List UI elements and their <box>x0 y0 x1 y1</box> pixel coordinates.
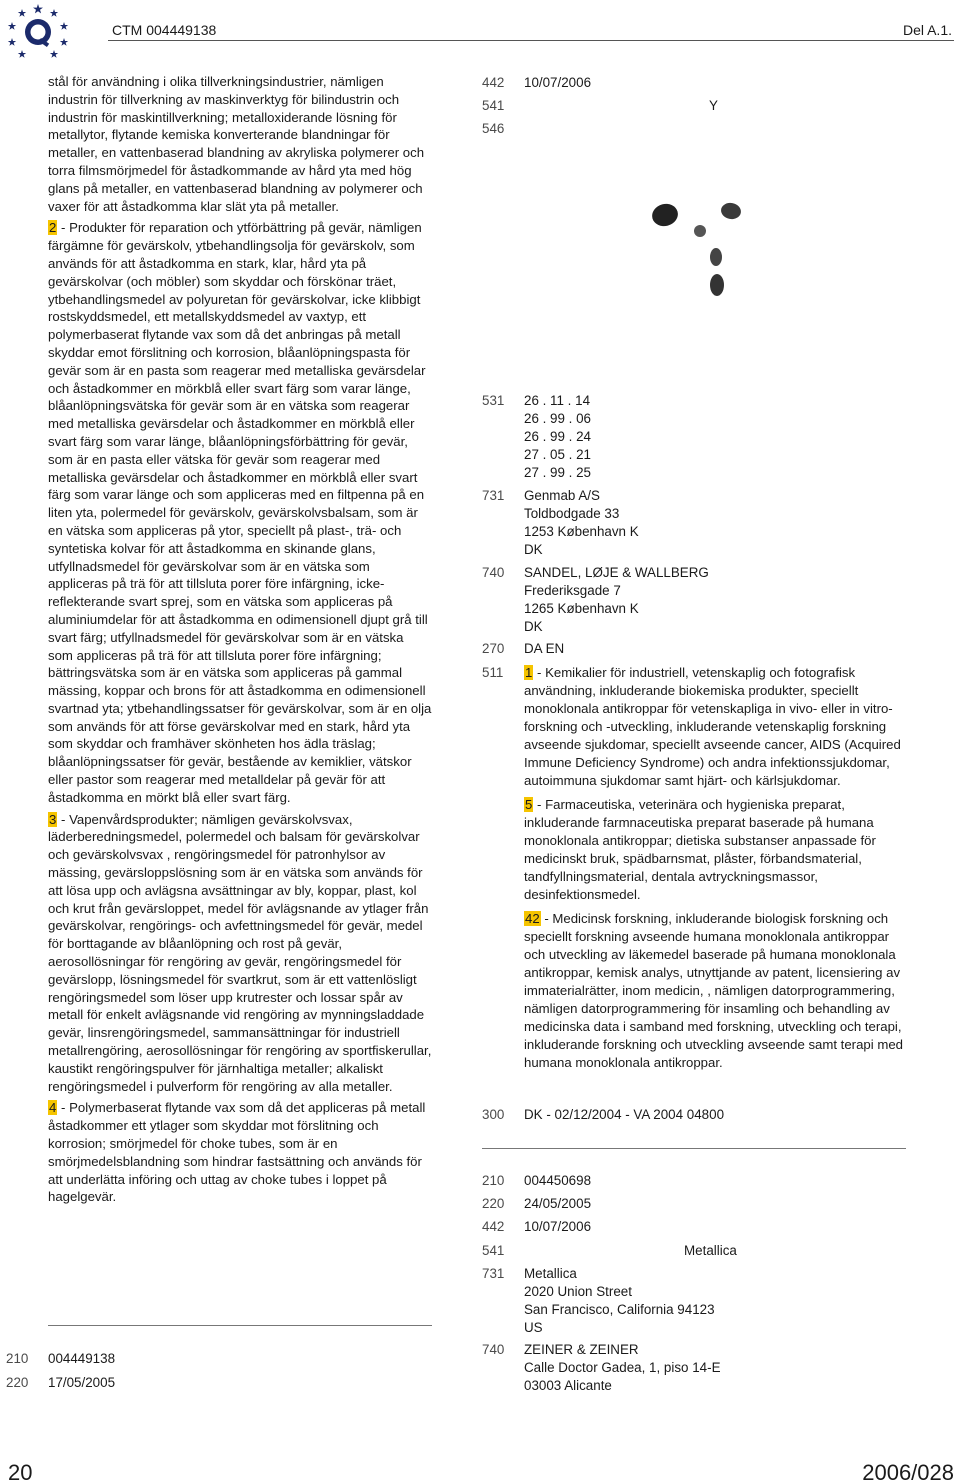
filing-date: 17/05/2005 <box>48 1375 116 1390</box>
filing-date: 24/05/2005 <box>524 1196 592 1211</box>
mark-word: Metallica <box>684 1243 737 1258</box>
left-record-separator <box>48 1325 432 1326</box>
bulletin-issue: 2006/028 <box>862 1460 954 1482</box>
field-code-210: 210 <box>6 1351 29 1366</box>
field-code-210: 210 <box>482 1173 505 1188</box>
mark-word: Y <box>709 98 718 113</box>
figurative-mark-image <box>640 195 760 305</box>
applicant-address <box>524 487 639 559</box>
class-paragraph <box>524 796 908 904</box>
header-rule <box>108 40 954 41</box>
vienna-code: 26 . 99 . 06 <box>524 411 592 426</box>
address-line: Frederiksgade 7 <box>524 583 621 598</box>
representative-name: ZEINER & ZEINER <box>524 1342 639 1357</box>
header-reference: CTM 004449138 <box>112 22 217 38</box>
nice-classification-list <box>524 664 908 1078</box>
representative-name: SANDEL, LØJE & WALLBERG <box>524 565 709 580</box>
class-paragraph <box>524 664 908 790</box>
goods-paragraph <box>48 811 432 1096</box>
class-number-badge: 4 <box>49 1100 57 1116</box>
goods-text: - Vapenvårdsprodukter; nämligen gevärskolvsvax, läderberedningsmedel, polermedel och balsam för gevärskolvar och gevärskolvsvax , rengöringsmedel för patronhylsor av mässing, gevärsloppslösning som är en vätska som används för att lösa upp och avlägsna avsättningar av bly, koppar, plast, kol och krut från gevärsloppet, medel för avlägsnande av ytlager från gevärskolvar, rengörings- och avfettningsmedel för gevär, medel för borttagande av blåanlöpning och rost på gevär, aerosollösningar för rengöring av gevär, rengöringsmedel för gevärslopp, lösningsmedel för svartkrut, som är ett vattenlösligt rengöringsmedel som löser upp krutrester och lossar spår av metall för enkelt avlägsnande vid rengöring av mynningsladdade gevär, linsrengöringsmedel, sammansättningar för industriell metallrengöring, aerosollösningar för rengöring av sportfiskerullar, kaustikt rengöringspulver för järnhaltiga metaller; alkaliskt rengöringsmedel i pulverform för rengöring av alla metaller. <box>48 811 432 1094</box>
address-line: 03003 Alicante <box>524 1378 612 1393</box>
class-number-badge: 2 <box>49 220 57 236</box>
publication-date: 10/07/2006 <box>524 75 592 90</box>
field-code-731: 731 <box>482 1266 505 1281</box>
applicant-address <box>524 1265 715 1337</box>
field-code-740: 740 <box>482 1342 505 1357</box>
class-paragraph <box>524 910 908 1072</box>
field-code-531: 531 <box>482 393 505 408</box>
goods-text: - Produkter för reparation och ytförbättring på gevär, nämligen färgämne för gevärskolv, ytbehandlingsolja för gevärskolv, som används för att åstadkomma en stark, klar, hård yta på gevärskolvar (och möbler) som skyddar och förskönar träet, ytbehandlingsmedel av polyuretan för gevärskolvar, icke klibbigt rostskyddsmedel, ett metallskyddsmedel av vaxtyp, ett polymerbaserat flytande vax som då det anbringas på metall skyddar emot förslitning och korrosion, blåanlöpningspasta för gevär som är en pasta som reagerar med metalliska gevärsdelar och åstadkommer en mörkblå eller svart färg som varar länge, blåanlöpningsvätska för gevär som är en vätska som reagerar med metalliska gevärsdelar och åstadkommer en mörkblå eller svart färg som varar länge, blåanlöpningsförbättring för gevär, som är en pasta eller vätska för gevär som reagerar med metalliska gevärsdelar och åstadkommer en mörkblå eller svart färg som varar länge och som appliceras med en filtpenna på en liten yta, polermedel för gevärskolv, gevärskolvsbalsam, som är en vätska som appliceras på ytor, speciellt på plast-, trä- och syntetiska kolvar för att åstadkomma en skinande glans, utfyllnadsmedel för gevärskolvar som är en vätska som appliceras på trä för att tillsluta porer före infärgning, icke-reflekterande svart sprej, som en vätska som appliceras på aluminiumdelar för att åstadkomma en odimensionell djupt grå till svart färg; utfyllnadsmedel för gevärskolvar som är en vätska som appliceras på trä för att tillsluta porer före infärgning; bättringsvätska som är en vätska som appliceras på gammal mässing, koppar och brons för att åstadkomma en odimensionell svartnad yta; ytbehandlingssatser för gevärskolvar, som är en olja som används för att förse gevärskolvar med en stark, hård yta som skyddar och framhäver skönheten hos ädla träslag; blåanlöpningssatser för gevär, bestående av kemiklier, vätskor eller pastor som reagerar med metalldelar på gevär för att åstadkomma en mörkt blå eller svart färg. <box>48 220 432 805</box>
page-number: 20 <box>8 1460 33 1482</box>
vienna-classification-list <box>524 392 591 482</box>
representative-address <box>524 1341 721 1395</box>
goods-paragraph <box>48 1099 432 1206</box>
right-record-separator <box>482 1148 906 1149</box>
field-code-511: 511 <box>482 665 504 680</box>
class-number-badge: 3 <box>49 811 57 827</box>
goods-paragraph <box>48 219 432 806</box>
address-line: 2020 Union Street <box>524 1284 632 1299</box>
address-line: 1265 København K <box>524 601 639 616</box>
vienna-code: 26 . 11 . 14 <box>524 393 591 408</box>
field-code-300: 300 <box>482 1107 505 1122</box>
class-number-badge: 5 <box>525 797 533 812</box>
goods-text: - Polymerbaserat flytande vax som då det appliceras på metall åstadkommer ett ytlager som skyddar mot förslitning och korrosion; smörjmedel för choke tubes, som är en smörjmedelsblandning som hindrar fastsättning och används för att underlätta införing och uttag av choke tubes i loppet på hagelgevär. <box>48 1100 426 1205</box>
left-goods-services <box>48 73 432 1210</box>
class-number-badge: 1 <box>525 665 533 680</box>
country-code: DK <box>524 619 543 634</box>
field-code-220: 220 <box>6 1375 29 1390</box>
address-line: 1253 København K <box>524 524 639 539</box>
class-text: - Medicinsk forskning, inkluderande biologisk forskning och speciellt forskning avseende humana monoklonala antikroppar och utveckling av läkemedel baserade på humana monoklonala antikroppar, kemisk analys, utnyttjande av patent, licensiering av immaterialrätter, inom medicin, , nämligen datorprogrammering, nämligen datorprogrammering för insamling och behandling av medicinska data i samband med forskning, utveckling och terapi, inkluderande forskning och utveckling avseende samt terapi med humana monoklonala antikroppar. <box>524 911 903 1070</box>
field-code-546: 546 <box>482 121 505 136</box>
class-number-badge: 42 <box>525 911 540 926</box>
publication-date: 10/07/2006 <box>524 1219 592 1234</box>
oami-emblem-logo <box>4 2 72 62</box>
vienna-code: 27 . 05 . 21 <box>524 447 592 462</box>
field-code-541: 541 <box>482 1243 505 1258</box>
class-text: - Farmaceutiska, veterinära och hygieniska preparat, inkluderande farmnaceutiska preparat baserade på humana monoklonala antikroppar; dietiska substanser anpassade för medicinskt bruk, spädbarnsmat, plåster, förbandsmaterial, tandfyllningsmaterial, dentala avtryckningsmassor, desinfektionsmedel. <box>524 797 876 902</box>
goods-paragraph <box>48 73 432 215</box>
field-code-442: 442 <box>482 1219 505 1234</box>
address-line: San Francisco, California 94123 <box>524 1302 715 1317</box>
languages: DA EN <box>524 641 565 656</box>
header-part: Del A.1. <box>902 22 952 38</box>
priority: DK - 02/12/2004 - VA 2004 04800 <box>524 1107 725 1122</box>
country-code: DK <box>524 542 543 557</box>
vienna-code: 26 . 99 . 24 <box>524 429 592 444</box>
class-text: - Kemikalier för industriell, vetenskaplig och fotografisk användning, inkluderande biokemiska produkter, speciellt monoklonala antikroppar för vetenskapliga in vivo- eller in vitro-forskning och -utveckling, inkluderande vetenskaplig forskning avseende sjukdomar, speciellt avseende cancer, AIDS (Acquired Immune Deficiency Syndrome) och andra infektionssjukdomar, autoimmuna sjukdomar samt hjärt- och kärlsjukdomar. <box>524 665 901 788</box>
applicant-name: Genmab A/S <box>524 488 600 503</box>
country-code: US <box>524 1320 543 1335</box>
applicant-name: Metallica <box>524 1266 577 1281</box>
vienna-code: 27 . 99 . 25 <box>524 465 592 480</box>
field-code-740: 740 <box>482 565 505 580</box>
field-code-541: 541 <box>482 98 505 113</box>
field-code-270: 270 <box>482 641 505 656</box>
representative-address <box>524 564 709 636</box>
goods-text: stål för användning i olika tillverkningsindustrier, nämligen industrin för tillverkning av maskinverktyg för bilindustrin och industrin för maskintillverkning; metalloxiderande lösning för metallytor, flytande kemiska konverterande blandningar för metaller, en vattenbaserad blandning av akryliska polymerer och torra filmsmörjmedel för åstadkommande av hård yta med hög glans på metaller, en vattenbaserad blandning av polymerer och vaxer för att åstadkomma klar slät yta på metaller. <box>48 74 425 214</box>
field-code-442: 442 <box>482 75 505 90</box>
address-line: Calle Doctor Gadea, 1, piso 14-E <box>524 1360 721 1375</box>
address-line: Toldbodgade 33 <box>524 506 620 521</box>
field-code-220: 220 <box>482 1196 505 1211</box>
application-number: 004449138 <box>48 1351 116 1366</box>
application-number: 004450698 <box>524 1173 592 1188</box>
field-code-731: 731 <box>482 488 505 503</box>
